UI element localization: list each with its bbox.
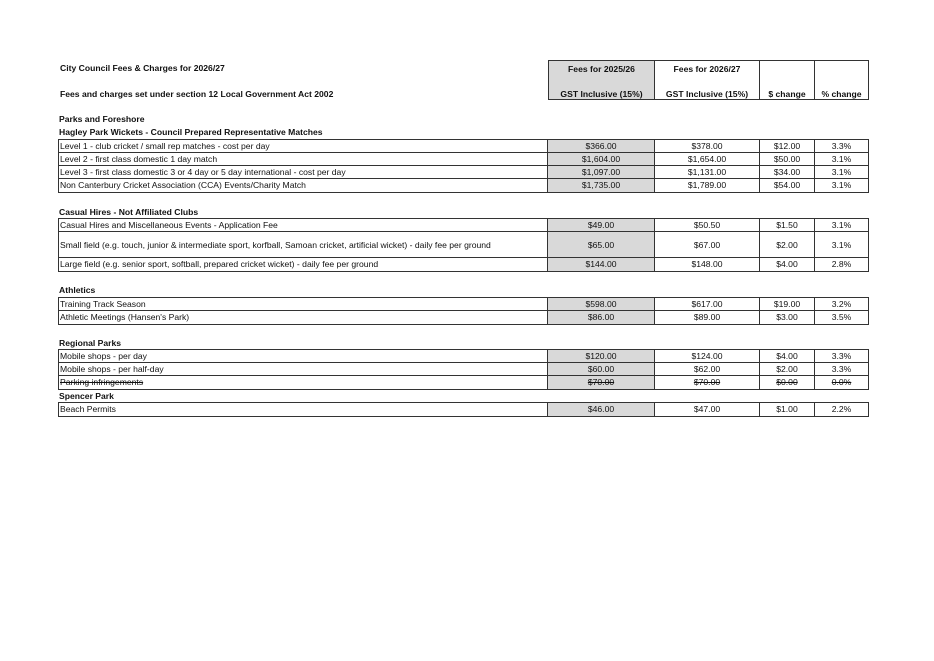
row-pct-change: 3.1% (815, 153, 869, 166)
row-pct-change: 3.1% (815, 232, 869, 258)
header-fees-2026-27-label: Fees for 2026/27 (673, 64, 741, 74)
row-description: Training Track Season (58, 298, 548, 311)
row-description: Level 3 - first class domestic 3 or 4 day or 5 day international - cost per day (58, 166, 548, 179)
row-dollar-change: $1.50 (760, 219, 815, 232)
table-row (58, 179, 869, 192)
header-fees-2026-27 (654, 60, 760, 100)
section-title-athletics (58, 284, 869, 297)
row-fee-2026-27: $50.50 (655, 219, 760, 232)
row-dollar-change: $4.00 (760, 258, 815, 271)
row-fee-2025-26: $65.00 (548, 232, 655, 258)
row-description: Large field (e.g. senior sport, softball, prepared cricket wicket) - daily fee per ground (58, 258, 548, 271)
document-title: City Council Fees & Charges for 2026/27 (60, 63, 225, 73)
row-fee-2026-27: $1,789.00 (655, 179, 760, 192)
row-pct-change: 3.2% (815, 298, 869, 311)
row-fee-2025-26: $144.00 (548, 258, 655, 271)
row-fee-2025-26: $60.00 (548, 363, 655, 376)
row-description: Mobile shops - per half-day (58, 363, 548, 376)
row-pct-change: 3.1% (815, 166, 869, 179)
header-pct-change-label: % change (821, 89, 862, 99)
row-description: Non Canterbury Cricket Association (CCA) Events/Charity Match (58, 179, 548, 192)
table-rule (58, 324, 869, 325)
row-fee-2026-27: $1,131.00 (655, 166, 760, 179)
row-pct-change: 3.3% (815, 350, 869, 363)
row-dollar-change: $19.00 (760, 298, 815, 311)
row-fee-2025-26: $70.00 (548, 376, 655, 389)
row-pct-change: 3.3% (815, 363, 869, 376)
row-fee-2026-27: $124.00 (655, 350, 760, 363)
row-fee-2026-27: $89.00 (655, 311, 760, 324)
header-gst-2026-27-label: GST Inclusive (15%) (665, 89, 749, 99)
section-subtitle-text: Hagley Park Wickets - Council Prepared Representative Matches (59, 127, 323, 137)
table-row (58, 403, 869, 416)
section-subtitle-hagley (58, 126, 869, 139)
row-fee-2026-27: $70.00 (655, 376, 760, 389)
row-fee-2026-27: $1,654.00 (655, 153, 760, 166)
row-pct-change: 0.0% (815, 376, 869, 389)
row-fee-2025-26: $49.00 (548, 219, 655, 232)
row-fee-2025-26: $1,097.00 (548, 166, 655, 179)
row-dollar-change: $50.00 (760, 153, 815, 166)
row-dollar-change: $4.00 (760, 350, 815, 363)
row-fee-2025-26: $598.00 (548, 298, 655, 311)
table-row (58, 311, 869, 324)
header-dollar-change (759, 60, 815, 100)
row-description: Beach Permits (58, 403, 548, 416)
row-pct-change: 3.1% (815, 219, 869, 232)
row-dollar-change: $3.00 (760, 311, 815, 324)
row-fee-2026-27: $617.00 (655, 298, 760, 311)
table-rule (58, 271, 869, 272)
row-pct-change: 3.1% (815, 179, 869, 192)
row-pct-change: 3.5% (815, 311, 869, 324)
row-description: Casual Hires and Miscellaneous Events - Application Fee (58, 219, 548, 232)
row-description: Parking infringements (58, 376, 548, 389)
row-dollar-change: $54.00 (760, 179, 815, 192)
row-dollar-change: $12.00 (760, 140, 815, 153)
row-dollar-change: $2.00 (760, 232, 815, 258)
document-subtitle: Fees and charges set under section 12 Local Government Act 2002 (60, 89, 334, 99)
row-description: Small field (e.g. touch, junior & intermediate sport, korfball, Samoan cricket, artificial wicket) - daily fee per ground (58, 232, 548, 258)
row-fee-2025-26: $46.00 (548, 403, 655, 416)
header-fees-2025-26 (548, 60, 655, 100)
row-description: Mobile shops - per day (58, 350, 548, 363)
header-dollar-change-label: $ change (768, 89, 806, 99)
row-fee-2025-26: $120.00 (548, 350, 655, 363)
header-fees-2025-26-label: Fees for 2025/26 (568, 64, 635, 74)
table-row (58, 232, 869, 258)
section-title-text: Spencer Park (59, 391, 114, 401)
table-rule (58, 192, 869, 193)
section-title-text: Casual Hires - Not Affiliated Clubs (59, 207, 199, 217)
row-fee-2026-27: $47.00 (655, 403, 760, 416)
header-gst-2025-26-label: GST Inclusive (15%) (560, 89, 643, 99)
section-title-text: Regional Parks (59, 338, 122, 348)
section-title-text: Athletics (59, 285, 96, 295)
row-pct-change: 2.8% (815, 258, 869, 271)
row-description: Level 1 - club cricket / small rep matches - cost per day (58, 140, 548, 153)
row-dollar-change: $2.00 (760, 363, 815, 376)
table-rule (58, 416, 869, 417)
section-title-text: Parks and Foreshore (59, 114, 145, 124)
section-title-parks (58, 113, 869, 126)
row-fee-2026-27: $378.00 (655, 140, 760, 153)
row-dollar-change: $1.00 (760, 403, 815, 416)
row-pct-change: 3.3% (815, 140, 869, 153)
row-fee-2025-26: $366.00 (548, 140, 655, 153)
row-pct-change: 2.2% (815, 403, 869, 416)
row-fee-2025-26: $86.00 (548, 311, 655, 324)
row-fee-2025-26: $1,735.00 (548, 179, 655, 192)
row-fee-2026-27: $148.00 (655, 258, 760, 271)
row-fee-2025-26: $1,604.00 (548, 153, 655, 166)
row-description: Athletic Meetings (Hansen's Park) (58, 311, 548, 324)
row-fee-2026-27: $62.00 (655, 363, 760, 376)
row-dollar-change: $34.00 (760, 166, 815, 179)
header-pct-change (814, 60, 869, 100)
row-dollar-change: $0.00 (760, 376, 815, 389)
table-row (58, 258, 869, 271)
row-fee-2026-27: $67.00 (655, 232, 760, 258)
table-row-struck (58, 376, 869, 389)
row-description: Level 2 - first class domestic 1 day match (58, 153, 548, 166)
